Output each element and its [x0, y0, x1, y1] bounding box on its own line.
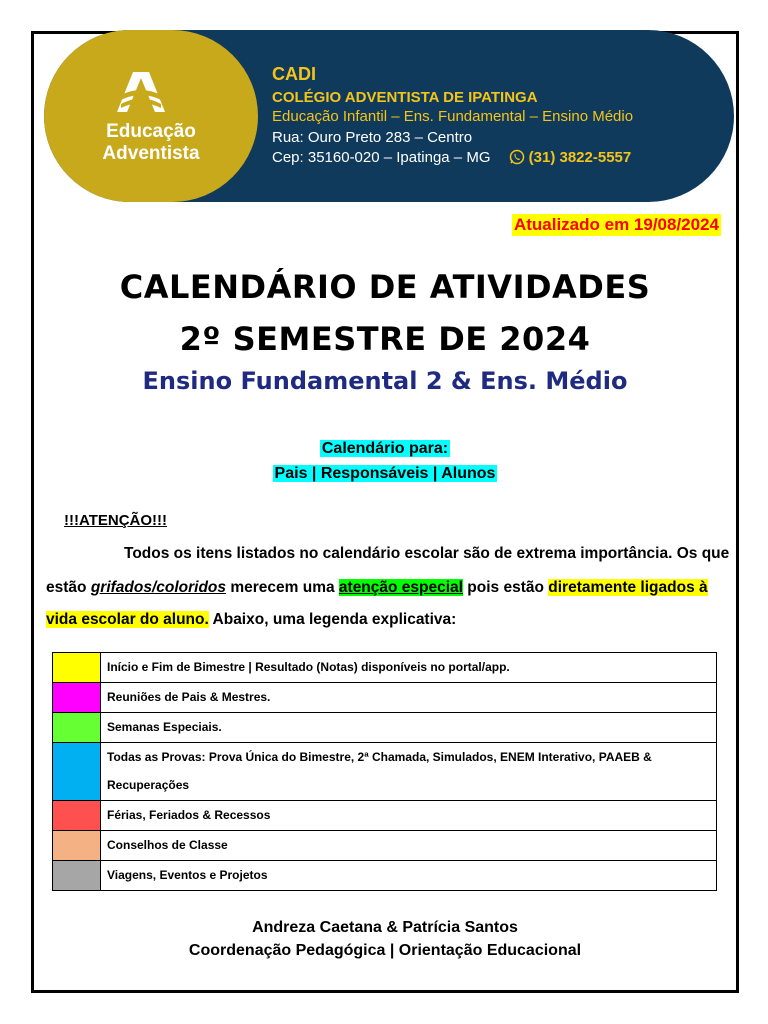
school-levels: Educação Infantil – Ens. Fundamental – Ensino Médio	[272, 108, 634, 125]
legend-swatch	[53, 743, 101, 801]
school-name: COLÉGIO ADVENTISTA DE IPATINGA	[272, 89, 538, 106]
school-cep: Cep: 35160-020 – Ipatinga – MG	[272, 149, 491, 166]
notice-text: estão	[46, 579, 91, 596]
school-address: Rua: Ouro Preto 283 – Centro	[272, 129, 473, 146]
notice-line-1: Todos os itens listados no calendário escolar são de extrema importância. Os que	[124, 545, 730, 562]
legend-label: Todas as Provas: Prova Única do Bimestre, 2ª Chamada, Simulados, ENEM Interativo, PAAEB & Recuperações	[101, 743, 717, 801]
logo-line2: Adventista	[102, 143, 200, 164]
notice-line-3	[46, 609, 722, 631]
legend-label: Semanas Especiais.	[101, 713, 717, 743]
legend-table	[52, 652, 717, 891]
notice-directly-linked: diretamente ligados à	[548, 579, 708, 596]
logo-text	[60, 121, 242, 165]
notice-text: merecem uma	[226, 579, 339, 596]
page-subtitle: Ensino Fundamental 2 & Ens. Médio	[142, 367, 628, 395]
calendar-for-line1: Calendário para:	[321, 440, 449, 457]
updated-date: Atualizado em 19/08/2024	[513, 215, 719, 234]
notice-school-life: vida escolar do aluno.	[46, 611, 209, 628]
notice-special-attention: atenção especial	[338, 579, 463, 596]
legend-swatch	[53, 683, 101, 713]
legend-swatch	[53, 713, 101, 743]
school-short-name: CADI	[272, 64, 316, 84]
legend-label: Reuniões de Pais & Mestres.	[101, 683, 717, 713]
logo-line1: Educação	[106, 121, 196, 142]
legend-row	[53, 861, 717, 891]
signature-names: Andreza Caetana & Patrícia Santos	[252, 919, 518, 936]
notice-text: pois estão	[462, 579, 549, 596]
legend-label: Viagens, Eventos e Projetos	[101, 861, 717, 891]
notice-line-2	[46, 577, 722, 599]
logo-badge	[44, 30, 258, 202]
signature-role: Coordenação Pedagógica | Orientação Educacional	[188, 942, 582, 959]
legend-swatch	[53, 861, 101, 891]
notice-highlighted-term: grifados/coloridos	[90, 579, 227, 596]
notice-text: Abaixo, uma legenda explicativa:	[208, 611, 457, 628]
legend-swatch	[53, 653, 101, 683]
legend-label: Conselhos de Classe	[101, 831, 717, 861]
legend-label: Férias, Feriados & Recessos	[101, 801, 717, 831]
school-phone	[509, 149, 632, 166]
page-title-semester: 2º SEMESTRE DE 2024	[179, 320, 591, 358]
phone-number: (31) 3822-5557	[528, 149, 632, 166]
legend-row	[53, 653, 717, 683]
legend-swatch	[53, 801, 101, 831]
calendar-audience	[31, 465, 739, 483]
legend-label: Início e Fim de Bimestre | Resultado (Notas) disponíveis no portal/app.	[101, 653, 717, 683]
legend-row	[53, 713, 717, 743]
legend-row	[53, 801, 717, 831]
whatsapp-icon	[509, 149, 525, 165]
calendar-for-line2: Pais | Responsáveis | Alunos	[274, 465, 496, 482]
page-title: CALENDÁRIO DE ATIVIDADES	[119, 268, 651, 306]
legend-row	[53, 831, 717, 861]
legend-row	[53, 743, 717, 801]
school-cep-line	[272, 148, 631, 168]
calendar-for-label	[31, 440, 739, 458]
legend-row	[53, 683, 717, 713]
legend-swatch	[53, 831, 101, 861]
education-logo-icon	[113, 70, 169, 114]
attention-heading: !!!ATENÇÃO!!!	[64, 512, 168, 529]
